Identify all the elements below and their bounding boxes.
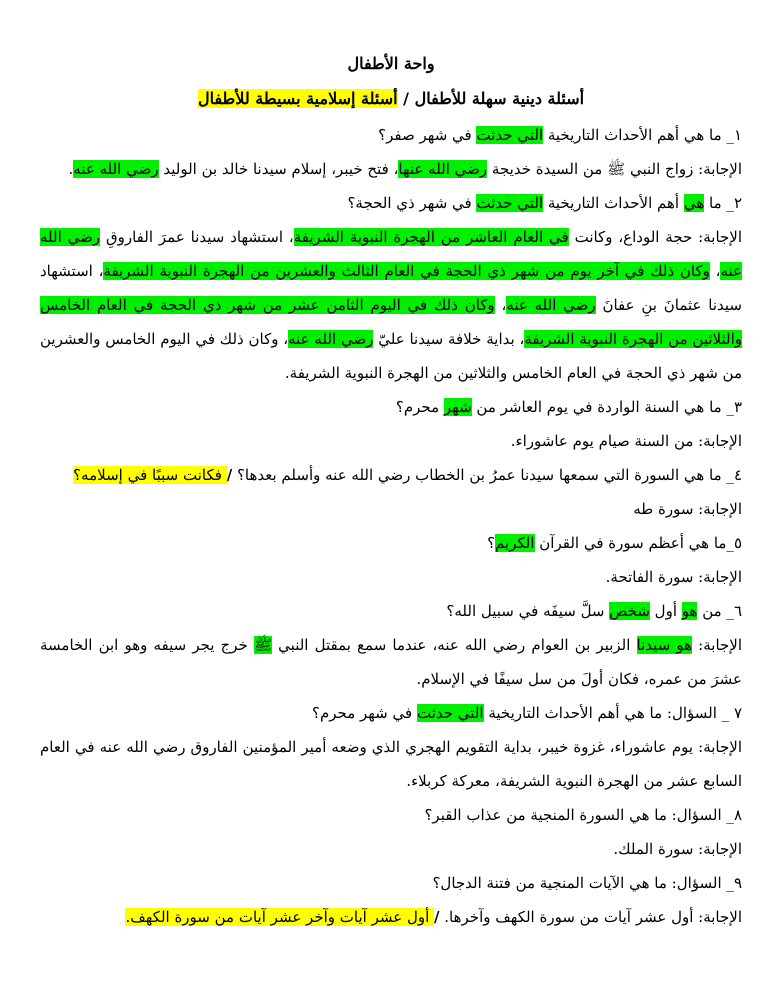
question-6-text: ٦_ من bbox=[697, 602, 742, 620]
answer-2-highlight-4: رضي الله عنه bbox=[506, 296, 596, 314]
subtitle-part2-highlight: أسئلة إسلامية بسيطة للأطفال bbox=[197, 89, 398, 108]
answer-2-highlight-5: وكان ذلك في اليوم الثامن عشر من شهر ذي الحجة في العام الخامس والثلاثين من الهجرة النبوية الشريفة bbox=[40, 296, 742, 348]
question-5-highlight: الكريم bbox=[495, 534, 535, 552]
page-title: واحة الأطفال bbox=[347, 54, 435, 73]
question-2-highlight-1: هي bbox=[683, 194, 705, 212]
answer-2-seg-5: ، bbox=[494, 296, 507, 314]
answer-6-text: الإجابة: bbox=[692, 636, 743, 654]
answer-2-highlight-2: رضي الله عنه bbox=[40, 228, 743, 280]
answer-1-text: الإجابة: زواج النبي ﷺ من السيدة خديجة bbox=[487, 160, 742, 178]
answer-7: الإجابة: يوم عاشوراء، غزوة خيبر، بداية التقويم الهجري الذي وضعه أمير المؤمنين الفاروق رضي الله عنه في العام السابع عشر من الهجرة النبوية الشريفة، معركة كربلاء. bbox=[40, 738, 742, 790]
answer-9 bbox=[40, 900, 742, 934]
answer-9-text: الإجابة: أول عشر آيات من سورة الكهف وآخرها. bbox=[439, 908, 742, 926]
question-6-highlight-2: شخص bbox=[609, 602, 650, 620]
answer-2-seg-6: ، بداية خلافة سيدنا عليّ bbox=[373, 330, 525, 348]
answer-2-seg-3: ، bbox=[709, 262, 721, 280]
question-2-middle: أهم الأحداث التاريخية bbox=[543, 194, 684, 212]
question-7-end: في شهر محرم؟ bbox=[311, 704, 417, 722]
answer-2-highlight-1: في العام العاشر من الهجرة النبوية الشريفة bbox=[293, 228, 569, 246]
question-6-middle: أول bbox=[649, 602, 682, 620]
subtitle-part1: أسئلة دينية سهلة للأطفال bbox=[414, 89, 585, 108]
question-1 bbox=[40, 118, 742, 152]
answer-8: الإجابة: سورة الملك. bbox=[613, 840, 742, 858]
question-7 bbox=[40, 696, 742, 730]
answer-2-seg-4: ، استشهاد سيدنا عثمانَ بنِ عفانَ bbox=[40, 262, 742, 314]
answer-2-highlight-6: رضي الله عنه bbox=[288, 330, 374, 348]
question-4 bbox=[40, 458, 742, 492]
question-2 bbox=[40, 186, 742, 220]
question-7-text: ٧ _ السؤال: ما هي أهم الأحداث التاريخية bbox=[483, 704, 742, 722]
answer-6-highlight-2: ﷺ bbox=[253, 636, 273, 654]
question-9: ٩_ السؤال: ما هي الآيات المنجية من فتنة الدجال؟ bbox=[432, 874, 742, 892]
question-5-text: ٥_ما هي أعظم سورة في القرآن bbox=[534, 534, 742, 552]
answer-2-seg-7: ، وكان ذلك في اليوم الخامس والعشرين من شهر ذي الحجة في العام الخامس والثلاثين من الهجرة النبوية الشريفة. bbox=[40, 330, 742, 382]
answer-1-highlight-2: رضي الله عنه bbox=[73, 160, 159, 178]
answer-9-separator: / bbox=[434, 908, 440, 926]
answer-4: الإجابة: سورة طه bbox=[633, 500, 742, 518]
question-7-highlight: التي حدثت bbox=[416, 704, 484, 722]
answer-5: الإجابة: سورة الفاتحة. bbox=[605, 568, 742, 586]
subtitle-separator: / bbox=[397, 89, 415, 108]
question-3-end: محرم؟ bbox=[395, 398, 444, 416]
question-6 bbox=[40, 594, 742, 628]
question-6-highlight-1: هو bbox=[681, 602, 698, 620]
question-1-highlight: التي حدثت bbox=[476, 126, 544, 144]
question-4-text: ٤_ ما هي السورة التي سمعها سيدنا عمرُ بن الخطاب رضي الله عنه وأسلم بعدها؟ bbox=[232, 466, 742, 484]
question-4-highlight: فكانت سببًا في إسلامه؟ bbox=[73, 466, 227, 484]
question-6-end: سلَّ سيفَه في سبيل الله؟ bbox=[446, 602, 610, 620]
answer-9-highlight: أول عشر آيات وآخر عشر آيات من سورة الكهف. bbox=[125, 908, 435, 926]
question-4-separator: / bbox=[226, 466, 233, 484]
question-5-end: ؟ bbox=[487, 534, 496, 552]
question-3-highlight: شهر bbox=[443, 398, 472, 416]
question-8: ٨_ السؤال: ما هي السورة المنجية من عذاب القبر؟ bbox=[424, 806, 742, 824]
answer-2-seg-1: الإجابة: حجة الوداع، وكانت bbox=[568, 228, 743, 246]
answer-6-highlight: هو سيدنا bbox=[636, 636, 693, 654]
question-2-highlight-2: التي حدثت bbox=[476, 194, 544, 212]
answer-2-seg-2: ، استشهاد سيدنا عمرَ الفاروقِ bbox=[100, 228, 294, 246]
answer-1 bbox=[40, 152, 742, 186]
answer-6-end: خرج يجر سيفه وهو ابن الخامسة عشرَ من عمره، فكان أولَ من سل سيفًا في الإسلام. bbox=[40, 636, 742, 688]
answer-1-middle: ، فتح خيبر، إسلام سيدنا خالد بن الوليد bbox=[158, 160, 399, 178]
answer-1-highlight: رضي الله عنها bbox=[398, 160, 488, 178]
answer-6-middle: الزبير بن العوام رضي الله عنه، عندما سمع بمقتل النبي bbox=[272, 636, 637, 654]
answer-1-end: . bbox=[68, 160, 74, 178]
question-5 bbox=[40, 526, 742, 560]
answer-3: الإجابة: من السنة صيام يوم عاشوراء. bbox=[510, 432, 742, 450]
page-subtitle bbox=[40, 84, 742, 114]
question-1-end: في شهر صفر؟ bbox=[378, 126, 477, 144]
answer-2-highlight-3: وكان ذلك في آخر يوم من شهر ذي الحجة في العام الثالث والعشرين من الهجرة النبوية الشريفة bbox=[103, 262, 710, 280]
question-1-text: ١_ ما هي أهم الأحداث التاريخية bbox=[543, 126, 742, 144]
question-2-text: ٢_ ما bbox=[704, 194, 742, 212]
question-3 bbox=[40, 390, 742, 424]
answer-6 bbox=[40, 628, 742, 696]
question-3-text: ٣_ ما هي السنة الواردة في يوم العاشر من bbox=[471, 398, 742, 416]
question-2-end: في شهر ذي الحجة؟ bbox=[347, 194, 477, 212]
answer-2 bbox=[40, 220, 742, 390]
